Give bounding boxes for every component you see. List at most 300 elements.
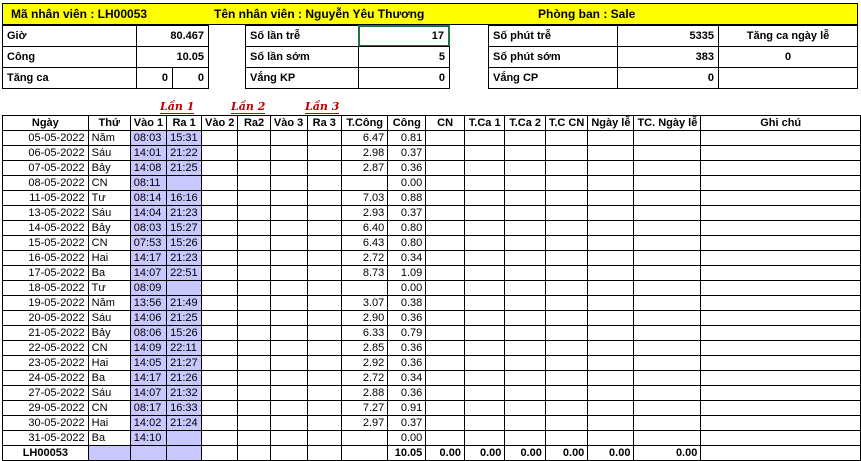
blank-cell[interactable] [426, 251, 465, 266]
total-overtime-sunday[interactable]: 0.00 [545, 446, 587, 461]
total-workdays[interactable]: 10.05 [388, 446, 426, 461]
blank-cell[interactable] [701, 266, 861, 281]
blank-cell[interactable] [464, 401, 504, 416]
blank-cell[interactable] [426, 161, 465, 176]
blank-cell[interactable] [634, 311, 701, 326]
date-cell[interactable]: 22-05-2022 [3, 341, 89, 356]
blank-cell[interactable] [701, 371, 861, 386]
blank-cell[interactable] [505, 191, 545, 206]
weekday-cell[interactable]: Hai [88, 356, 130, 371]
check-out-2-cell[interactable] [238, 236, 270, 251]
check-out-1-cell[interactable]: 22:51 [167, 266, 202, 281]
check-out-2-cell[interactable] [238, 146, 270, 161]
check-in-2-cell[interactable] [202, 296, 238, 311]
blank-cell[interactable] [588, 176, 634, 191]
blank-cell[interactable] [545, 161, 587, 176]
check-in-1-cell[interactable]: 14:02 [130, 416, 166, 431]
date-cell[interactable]: 07-05-2022 [3, 161, 89, 176]
blank-cell[interactable] [464, 356, 504, 371]
date-cell[interactable]: 15-05-2022 [3, 236, 89, 251]
check-out-2-cell[interactable] [238, 326, 270, 341]
late-minutes-value[interactable]: 5335 [617, 25, 719, 47]
date-cell[interactable]: 13-05-2022 [3, 206, 89, 221]
blank-cell[interactable] [464, 341, 504, 356]
blank-cell[interactable] [464, 251, 504, 266]
blank-cell[interactable] [426, 326, 465, 341]
blank-cell[interactable] [634, 401, 701, 416]
blank-cell[interactable] [588, 296, 634, 311]
date-cell[interactable]: 30-05-2022 [3, 416, 89, 431]
blank-cell[interactable] [634, 191, 701, 206]
check-out-3-cell[interactable] [307, 416, 342, 431]
check-out-3-cell[interactable] [307, 281, 342, 296]
weekday-cell[interactable]: Bảy [88, 221, 130, 236]
column-header[interactable]: Ghi chú [701, 116, 861, 131]
blank-cell[interactable] [588, 221, 634, 236]
blank-cell[interactable] [505, 176, 545, 191]
blank-cell[interactable] [464, 131, 504, 146]
check-in-3-cell[interactable] [270, 146, 307, 161]
check-out-1-cell[interactable]: 16:16 [167, 191, 202, 206]
blank-cell[interactable] [588, 281, 634, 296]
late-count-value[interactable]: 17 [358, 25, 450, 47]
check-out-3-cell[interactable] [307, 356, 342, 371]
check-out-3-cell[interactable] [307, 296, 342, 311]
weekday-cell[interactable]: CN [88, 236, 130, 251]
blank-cell[interactable] [701, 176, 861, 191]
blank-cell[interactable] [464, 326, 504, 341]
column-header[interactable]: Ngày [3, 116, 89, 131]
blank-cell[interactable] [505, 236, 545, 251]
work-hours-cell[interactable]: 2.98 [342, 146, 388, 161]
check-in-2-cell[interactable] [202, 401, 238, 416]
check-out-1-cell[interactable]: 15:26 [167, 326, 202, 341]
blank-cell[interactable] [426, 296, 465, 311]
weekday-cell[interactable]: CN [88, 401, 130, 416]
blank-cell[interactable] [701, 221, 861, 236]
column-header[interactable]: Ra 3 [307, 116, 342, 131]
check-out-3-cell[interactable] [307, 206, 342, 221]
weekday-cell[interactable]: Sáu [88, 206, 130, 221]
blank-cell[interactable] [545, 386, 587, 401]
blank-cell[interactable] [426, 431, 465, 446]
check-out-2-cell[interactable] [238, 281, 270, 296]
check-in-2-cell[interactable] [202, 371, 238, 386]
total-holiday-overtime[interactable]: 0.00 [634, 446, 701, 461]
check-out-3-cell[interactable] [307, 251, 342, 266]
blank-cell[interactable] [426, 311, 465, 326]
blank-cell[interactable] [545, 146, 587, 161]
date-cell[interactable]: 23-05-2022 [3, 356, 89, 371]
check-out-3-cell[interactable] [307, 341, 342, 356]
check-in-2-cell[interactable] [202, 191, 238, 206]
work-hours-cell[interactable] [342, 431, 388, 446]
blank-cell[interactable] [505, 266, 545, 281]
total-overtime-2[interactable]: 0.00 [505, 446, 545, 461]
workday-cell[interactable]: 0.37 [388, 416, 426, 431]
workday-cell[interactable]: 0.34 [388, 371, 426, 386]
check-in-2-cell[interactable] [202, 311, 238, 326]
blank-cell[interactable] [701, 296, 861, 311]
date-cell[interactable]: 05-05-2022 [3, 131, 89, 146]
workday-cell[interactable]: 0.36 [388, 161, 426, 176]
check-in-3-cell[interactable] [270, 341, 307, 356]
check-in-1-cell[interactable]: 08:14 [130, 191, 166, 206]
check-in-1-cell[interactable]: 14:17 [130, 371, 166, 386]
work-hours-cell[interactable]: 2.72 [342, 251, 388, 266]
weekday-cell[interactable]: CN [88, 341, 130, 356]
blank-cell[interactable] [634, 176, 701, 191]
weekday-cell[interactable]: Bảy [88, 326, 130, 341]
check-in-1-cell[interactable]: 07:53 [130, 236, 166, 251]
check-in-1-cell[interactable]: 14:17 [130, 251, 166, 266]
check-in-1-cell[interactable]: 14:01 [130, 146, 166, 161]
date-cell[interactable]: 08-05-2022 [3, 176, 89, 191]
blank-cell[interactable] [545, 131, 587, 146]
check-out-1-cell[interactable] [167, 431, 202, 446]
check-in-1-cell[interactable]: 14:08 [130, 161, 166, 176]
blank-cell[interactable] [545, 251, 587, 266]
blank-cell[interactable] [588, 146, 634, 161]
weekday-cell[interactable]: Năm [88, 131, 130, 146]
column-header[interactable]: T.Ca 1 [464, 116, 504, 131]
blank-cell[interactable] [701, 131, 861, 146]
blank-cell[interactable] [634, 296, 701, 311]
check-in-3-cell[interactable] [270, 281, 307, 296]
blank-cell[interactable] [701, 401, 861, 416]
blank-cell[interactable] [464, 236, 504, 251]
excused-absence-value[interactable]: 0 [617, 67, 719, 89]
blank-cell[interactable] [701, 161, 861, 176]
blank-cell[interactable] [634, 281, 701, 296]
blank-cell[interactable] [634, 341, 701, 356]
workday-cell[interactable]: 0.37 [388, 206, 426, 221]
blank-cell[interactable] [634, 206, 701, 221]
weekday-cell[interactable]: Sáu [88, 386, 130, 401]
blank-cell[interactable] [701, 356, 861, 371]
blank-cell[interactable] [464, 431, 504, 446]
blank-cell[interactable] [545, 176, 587, 191]
blank-cell[interactable] [464, 386, 504, 401]
work-hours-cell[interactable]: 6.43 [342, 236, 388, 251]
workday-cell[interactable]: 1.09 [388, 266, 426, 281]
check-in-3-cell[interactable] [270, 251, 307, 266]
check-in-2-cell[interactable] [202, 176, 238, 191]
blank-cell[interactable] [464, 206, 504, 221]
blank-cell[interactable] [701, 281, 861, 296]
blank-cell[interactable] [588, 326, 634, 341]
blank-cell[interactable] [505, 326, 545, 341]
workday-cell[interactable]: 0.36 [388, 386, 426, 401]
work-hours-cell[interactable]: 8.73 [342, 266, 388, 281]
blank-cell[interactable] [701, 206, 861, 221]
check-out-1-cell[interactable]: 21:23 [167, 206, 202, 221]
column-header[interactable]: Vào 1 [130, 116, 166, 131]
blank-cell[interactable] [634, 266, 701, 281]
blank-cell[interactable] [545, 221, 587, 236]
check-in-3-cell[interactable] [270, 371, 307, 386]
blank-cell[interactable] [588, 311, 634, 326]
blank-cell[interactable] [588, 131, 634, 146]
work-hours-cell[interactable]: 2.92 [342, 356, 388, 371]
check-out-1-cell[interactable] [167, 176, 202, 191]
blank-cell[interactable] [426, 221, 465, 236]
check-out-3-cell[interactable] [307, 191, 342, 206]
blank-cell[interactable] [426, 386, 465, 401]
blank-cell[interactable] [505, 311, 545, 326]
blank-cell[interactable] [634, 221, 701, 236]
check-out-3-cell[interactable] [307, 161, 342, 176]
workday-cell[interactable]: 0.36 [388, 341, 426, 356]
blank-cell[interactable] [588, 266, 634, 281]
blank-cell[interactable] [505, 161, 545, 176]
check-out-1-cell[interactable]: 21:49 [167, 296, 202, 311]
check-out-2-cell[interactable] [238, 161, 270, 176]
blank-cell[interactable] [505, 431, 545, 446]
check-in-1-cell[interactable]: 14:07 [130, 266, 166, 281]
workday-cell[interactable]: 0.88 [388, 191, 426, 206]
date-cell[interactable]: 06-05-2022 [3, 146, 89, 161]
blank-cell[interactable] [588, 371, 634, 386]
check-in-2-cell[interactable] [202, 431, 238, 446]
check-in-3-cell[interactable] [270, 386, 307, 401]
blank-cell[interactable] [701, 311, 861, 326]
blank-cell[interactable] [634, 251, 701, 266]
check-out-1-cell[interactable]: 21:27 [167, 356, 202, 371]
column-header[interactable]: Ra2 [238, 116, 270, 131]
check-out-2-cell[interactable] [238, 386, 270, 401]
work-hours-cell[interactable]: 2.85 [342, 341, 388, 356]
check-in-1-cell[interactable]: 14:09 [130, 341, 166, 356]
blank-cell[interactable] [426, 176, 465, 191]
blank-cell[interactable] [588, 251, 634, 266]
blank-cell[interactable] [505, 296, 545, 311]
blank-cell[interactable] [588, 401, 634, 416]
date-cell[interactable]: 21-05-2022 [3, 326, 89, 341]
workday-cell[interactable]: 0.34 [388, 251, 426, 266]
blank-cell[interactable] [426, 401, 465, 416]
work-hours-cell[interactable]: 6.47 [342, 131, 388, 146]
work-hours-cell[interactable]: 2.90 [342, 311, 388, 326]
check-out-3-cell[interactable] [307, 221, 342, 236]
date-cell[interactable]: 14-05-2022 [3, 221, 89, 236]
blank-cell[interactable] [701, 386, 861, 401]
check-out-1-cell[interactable]: 15:26 [167, 236, 202, 251]
date-cell[interactable]: 19-05-2022 [3, 296, 89, 311]
check-in-1-cell[interactable]: 14:06 [130, 311, 166, 326]
check-in-2-cell[interactable] [202, 416, 238, 431]
blank-cell[interactable] [505, 251, 545, 266]
blank-cell[interactable] [426, 191, 465, 206]
unexcused-absence-value[interactable]: 0 [358, 67, 450, 89]
blank-cell[interactable] [634, 431, 701, 446]
check-in-1-cell[interactable]: 14:04 [130, 206, 166, 221]
check-out-2-cell[interactable] [238, 191, 270, 206]
check-out-1-cell[interactable]: 21:23 [167, 251, 202, 266]
blank-cell[interactable] [464, 311, 504, 326]
check-out-1-cell[interactable]: 15:27 [167, 221, 202, 236]
blank-cell[interactable] [464, 161, 504, 176]
column-header[interactable]: Vào 2 [202, 116, 238, 131]
check-out-2-cell[interactable] [238, 266, 270, 281]
blank-cell[interactable] [634, 146, 701, 161]
blank-cell[interactable] [588, 431, 634, 446]
workday-cell[interactable]: 0.36 [388, 356, 426, 371]
workdays-value[interactable]: 10.05 [136, 46, 209, 68]
blank-cell[interactable] [426, 236, 465, 251]
work-hours-cell[interactable]: 7.27 [342, 401, 388, 416]
workday-cell[interactable]: 0.80 [388, 236, 426, 251]
blank-cell[interactable] [464, 146, 504, 161]
date-cell[interactable]: 27-05-2022 [3, 386, 89, 401]
date-cell[interactable]: 16-05-2022 [3, 251, 89, 266]
check-in-2-cell[interactable] [202, 266, 238, 281]
total-employee-id[interactable]: LH00053 [3, 446, 89, 461]
check-in-1-cell[interactable]: 13:56 [130, 296, 166, 311]
work-hours-cell[interactable]: 2.97 [342, 416, 388, 431]
weekday-cell[interactable]: Sáu [88, 311, 130, 326]
check-out-2-cell[interactable] [238, 131, 270, 146]
blank-cell[interactable] [588, 386, 634, 401]
check-in-3-cell[interactable] [270, 176, 307, 191]
weekday-cell[interactable]: Sáu [88, 146, 130, 161]
blank-cell[interactable] [545, 431, 587, 446]
work-hours-cell[interactable]: 2.88 [342, 386, 388, 401]
check-in-2-cell[interactable] [202, 236, 238, 251]
check-in-3-cell[interactable] [270, 191, 307, 206]
check-out-3-cell[interactable] [307, 326, 342, 341]
check-in-1-cell[interactable]: 08:03 [130, 131, 166, 146]
column-header[interactable]: Vào 3 [270, 116, 307, 131]
total-holiday[interactable]: 0.00 [588, 446, 634, 461]
blank-cell[interactable] [588, 416, 634, 431]
blank-cell[interactable] [545, 326, 587, 341]
blank-cell[interactable] [588, 236, 634, 251]
workday-cell[interactable]: 0.37 [388, 146, 426, 161]
check-in-1-cell[interactable]: 08:11 [130, 176, 166, 191]
blank-cell[interactable] [426, 341, 465, 356]
blank-cell[interactable] [505, 221, 545, 236]
column-header[interactable]: T.C CN [545, 116, 587, 131]
check-out-3-cell[interactable] [307, 386, 342, 401]
check-out-1-cell[interactable]: 21:32 [167, 386, 202, 401]
blank-cell[interactable] [701, 251, 861, 266]
blank-cell[interactable] [464, 281, 504, 296]
blank-cell[interactable] [701, 236, 861, 251]
blank-cell[interactable] [426, 146, 465, 161]
check-out-3-cell[interactable] [307, 371, 342, 386]
check-in-3-cell[interactable] [270, 161, 307, 176]
check-in-2-cell[interactable] [202, 326, 238, 341]
workday-cell[interactable]: 0.80 [388, 221, 426, 236]
blank-cell[interactable] [505, 371, 545, 386]
column-header[interactable]: T.Ca 2 [505, 116, 545, 131]
column-header[interactable]: Thứ [88, 116, 130, 131]
total-sunday[interactable]: 0.00 [426, 446, 465, 461]
check-out-1-cell[interactable] [167, 281, 202, 296]
check-out-3-cell[interactable] [307, 131, 342, 146]
check-out-2-cell[interactable] [238, 311, 270, 326]
weekday-cell[interactable]: Hai [88, 251, 130, 266]
date-cell[interactable]: 29-05-2022 [3, 401, 89, 416]
check-out-3-cell[interactable] [307, 266, 342, 281]
weekday-cell[interactable]: Năm [88, 296, 130, 311]
weekday-cell[interactable]: Ba [88, 431, 130, 446]
weekday-cell[interactable]: Tư [88, 191, 130, 206]
check-in-2-cell[interactable] [202, 251, 238, 266]
weekday-cell[interactable]: CN [88, 176, 130, 191]
early-count-value[interactable]: 5 [358, 46, 450, 68]
check-out-2-cell[interactable] [238, 251, 270, 266]
blank-cell[interactable] [634, 131, 701, 146]
blank-cell[interactable] [505, 281, 545, 296]
column-header[interactable]: T.Công [342, 116, 388, 131]
check-out-3-cell[interactable] [307, 236, 342, 251]
holiday-overtime-blank[interactable] [718, 67, 858, 89]
blank-cell[interactable] [701, 146, 861, 161]
weekday-cell[interactable]: Hai [88, 416, 130, 431]
blank-cell[interactable] [545, 356, 587, 371]
date-cell[interactable]: 31-05-2022 [3, 431, 89, 446]
blank-cell[interactable] [545, 371, 587, 386]
blank-cell[interactable] [426, 371, 465, 386]
work-hours-cell[interactable]: 2.87 [342, 161, 388, 176]
blank-cell[interactable] [464, 266, 504, 281]
blank-cell[interactable] [545, 341, 587, 356]
check-in-1-cell[interactable]: 14:07 [130, 386, 166, 401]
blank-cell[interactable] [426, 266, 465, 281]
blank-cell[interactable] [426, 416, 465, 431]
weekday-cell[interactable]: Tư [88, 281, 130, 296]
column-header[interactable]: CN [426, 116, 465, 131]
check-in-1-cell[interactable]: 14:05 [130, 356, 166, 371]
blank-cell[interactable] [545, 311, 587, 326]
check-in-2-cell[interactable] [202, 161, 238, 176]
check-out-3-cell[interactable] [307, 146, 342, 161]
blank-cell[interactable] [588, 161, 634, 176]
check-in-2-cell[interactable] [202, 356, 238, 371]
blank-cell[interactable] [426, 356, 465, 371]
work-hours-cell[interactable]: 7.03 [342, 191, 388, 206]
blank-cell[interactable] [426, 281, 465, 296]
blank-cell[interactable] [634, 236, 701, 251]
check-in-3-cell[interactable] [270, 401, 307, 416]
check-in-3-cell[interactable] [270, 266, 307, 281]
blank-cell[interactable] [426, 206, 465, 221]
blank-cell[interactable] [464, 176, 504, 191]
blank-cell[interactable] [545, 206, 587, 221]
check-in-1-cell[interactable]: 08:06 [130, 326, 166, 341]
weekday-cell[interactable]: Ba [88, 266, 130, 281]
column-header[interactable]: TC. Ngày lễ [634, 116, 701, 131]
total-overtime-1[interactable]: 0.00 [464, 446, 504, 461]
blank-cell[interactable] [701, 191, 861, 206]
column-header[interactable]: Ra 1 [167, 116, 202, 131]
blank-cell[interactable] [545, 266, 587, 281]
check-in-2-cell[interactable] [202, 131, 238, 146]
hours-value[interactable]: 80.467 [136, 25, 209, 47]
check-in-2-cell[interactable] [202, 221, 238, 236]
check-out-2-cell[interactable] [238, 341, 270, 356]
check-in-3-cell[interactable] [270, 416, 307, 431]
check-in-1-cell[interactable]: 08:09 [130, 281, 166, 296]
check-out-1-cell[interactable]: 21:22 [167, 146, 202, 161]
blank-cell[interactable] [505, 401, 545, 416]
blank-cell[interactable] [701, 326, 861, 341]
check-in-3-cell[interactable] [270, 131, 307, 146]
blank-cell[interactable] [505, 146, 545, 161]
check-in-3-cell[interactable] [270, 431, 307, 446]
